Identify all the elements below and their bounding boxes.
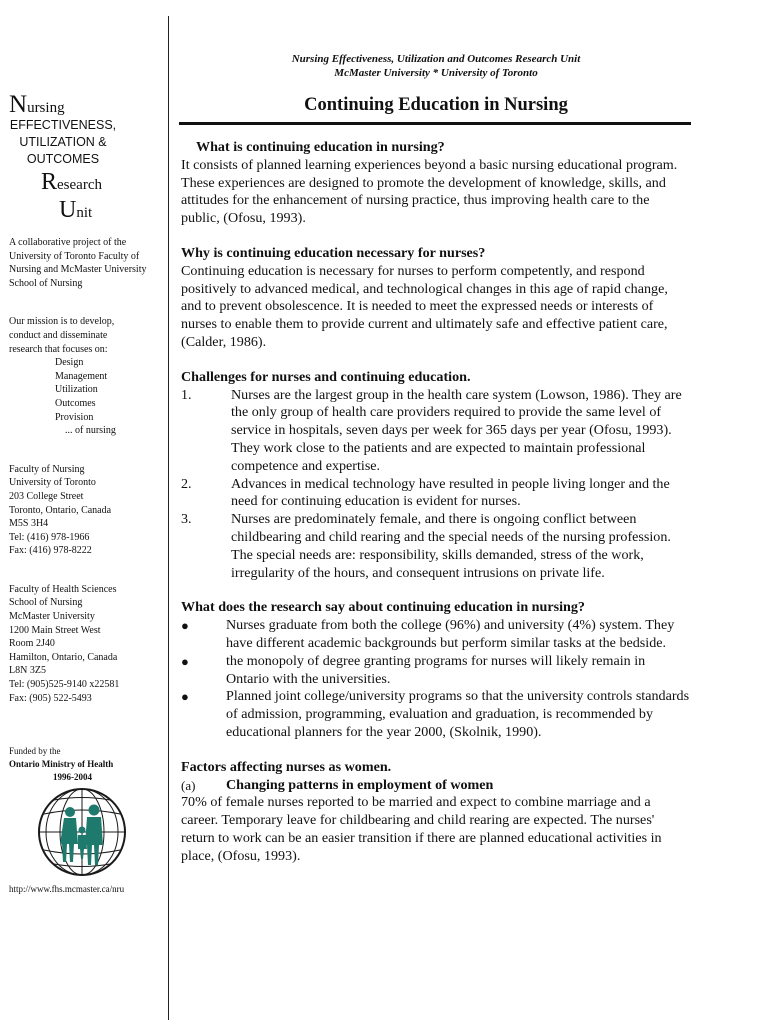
item-text: Planned joint college/university programs so that the university controls standards of admission, programming, evaluation and graduation, is recommended by educational planners for the year 2000, (Skolnik, 1990). [226, 688, 690, 740]
logo-utilization: UTILIZATION & [19, 135, 107, 149]
section-heading: Factors affecting nurses as women. [181, 758, 392, 775]
website-link[interactable]: http://www.fhs.mcmaster.ca/nru [9, 884, 125, 895]
logo-initial-r: R [41, 169, 58, 195]
logo-research: esearch [57, 177, 102, 193]
section-factors [181, 759, 691, 866]
header-unit: Nursing Effectiveness, Utilization and Outcomes Research Unit [291, 53, 581, 65]
section-why [181, 245, 691, 352]
bullet-item [181, 617, 691, 653]
logo-initial-n: N [9, 91, 28, 118]
address-line: 1200 Main Street West [9, 624, 101, 636]
sidebar [9, 91, 159, 895]
numbered-item [181, 387, 691, 476]
subsection-title: Changing patterns in employment of women [226, 776, 494, 793]
logo-outcomes: OUTCOMES [26, 152, 100, 166]
subsection-heading [181, 777, 691, 795]
paragraph: Continuing education is necessary for nurses to perform competently, and respond positively to advanced medical, and technological changes in this age of rapid change, and to prevent obsolescence. It is needed to meet the expressed needs or interests of nurses to enable them to provide current and ultimately safe and effective patient care, (Calder, 1986). [181, 262, 668, 350]
logo-effectiveness: EFFECTIVENESS, [9, 118, 117, 132]
toronto-address [9, 463, 159, 558]
section-heading: What does the research say about continuing education in nursing? [181, 599, 585, 616]
header-universities: McMaster University * University of Toronto [334, 67, 538, 79]
bullet-icon: ● [181, 653, 189, 669]
funding-years: 1996-2004 [53, 772, 92, 783]
address-line: L8N 3Z5 [9, 665, 46, 677]
bullet-icon: ● [181, 618, 189, 634]
section-heading: Why is continuing education necessary for nurses? [181, 244, 486, 261]
item-text: Nurses are the largest group in the health care system (Lowson, 1986). They are the only group of health care providers required to provide the same level of service in hospitals, seven days per week for 365 days per year (Ofosu, 1993). They work close to the patients and are expected to maintain professional competence and expertise. [231, 386, 682, 474]
logo-nursing: ursing [27, 100, 65, 116]
mission-list [9, 356, 159, 438]
address-line: University of Toronto [9, 477, 96, 489]
numbered-item [181, 511, 691, 582]
item-text: the monopoly of degree granting programs for nurses will likely remain in Ontario with the universities. [226, 652, 646, 687]
item-text: Nurses are predominately female, and there is ongoing conflict between childbearing and child rearing and the special needs of the nursing profession. The special needs are: responsibility, skills demanded, stress of the work, irregularity of the hours, and consequent intrusions on private life. [231, 511, 671, 581]
phone: Tel: (416) 978-1966 [9, 531, 90, 543]
address-line: McMaster University [9, 611, 95, 623]
numbered-item [181, 476, 691, 512]
mcmaster-address [9, 583, 159, 705]
address-line: Room 2J40 [9, 638, 55, 650]
bullet-item [181, 688, 691, 741]
bullet-item [181, 653, 691, 689]
fax: Fax: (416) 978-8222 [9, 545, 92, 557]
main-content [181, 52, 691, 865]
paragraph: 70% of female nurses reported to be married and expect to combine marriage and a career. Temporary leave for childbearing and child rearing are expected. The nurses' return to work can be an easier transition if there are planned educational activities in place, (Ofosu, 1993). [181, 794, 662, 864]
address-line: M5S 3H4 [9, 518, 49, 530]
funding-note [9, 745, 159, 784]
address-line: Toronto, Ontario, Canada [9, 504, 112, 516]
phone: Tel: (905)525-9140 x22581 [9, 679, 120, 691]
funded-by: Funded by the [9, 746, 61, 757]
paragraph: It consists of planned learning experiences beyond a basic nursing educational program. These experiences are designed to promote the development of knowledge, skills, and attitudes for the enhancement of nursing practice, thus improving health care to the public, (Ofosu, 1993). [181, 156, 678, 227]
section-what [181, 139, 691, 228]
page-title: Continuing Education in Nursing [304, 95, 568, 115]
item-number: 3. [181, 511, 192, 528]
section-research [181, 599, 691, 741]
mission-intro: Our mission is to develop, conduct and disseminate research that focuses on: [9, 316, 115, 355]
globe-family-logo-icon [36, 786, 128, 878]
mission-item: Utilization [55, 384, 98, 396]
bullet-icon: ● [181, 689, 189, 705]
address-line: 203 College Street [9, 490, 84, 502]
fax: Fax: (905) 522-5493 [9, 692, 92, 704]
address-line: School of Nursing [9, 597, 83, 609]
section-heading: Challenges for nurses and continuing education. [181, 368, 471, 385]
mission-item: Outcomes [55, 397, 96, 409]
address-line: Faculty of Health Sciences [9, 583, 117, 595]
subsection-label: (a) [181, 777, 196, 793]
item-text: Nurses graduate from both the college (96%) and university (4%) system. They have different academic backgrounds but perform similar tasks at the bedside. [226, 617, 675, 651]
sidebar-divider [168, 16, 169, 1020]
mission-item: Management [55, 370, 108, 382]
address-line: Faculty of Nursing [9, 463, 85, 475]
item-number: 2. [181, 475, 192, 492]
logo-unit: nit [76, 205, 93, 221]
collab-note: A collaborative project of the University of Toronto Faculty of Nursing and McMaster University School of Nursing [9, 237, 147, 289]
title-rule [179, 122, 691, 125]
section-challenges [181, 369, 691, 583]
address-line: Hamilton, Ontario, Canada [9, 651, 118, 663]
mission-item: ... of nursing [65, 425, 116, 437]
logo-initial-u: U [59, 197, 77, 223]
item-text: Advances in medical technology have resulted in people living longer and the need for continuing education is evident for nurses. [231, 475, 670, 510]
mission-item: Provision [55, 411, 94, 423]
unit-logo-text [9, 91, 159, 226]
mission-item: Design [55, 357, 84, 369]
item-number: 1. [181, 386, 192, 403]
section-heading: What is continuing education in nursing? [196, 139, 445, 155]
ministry-name: Ontario Ministry of Health [9, 759, 114, 770]
